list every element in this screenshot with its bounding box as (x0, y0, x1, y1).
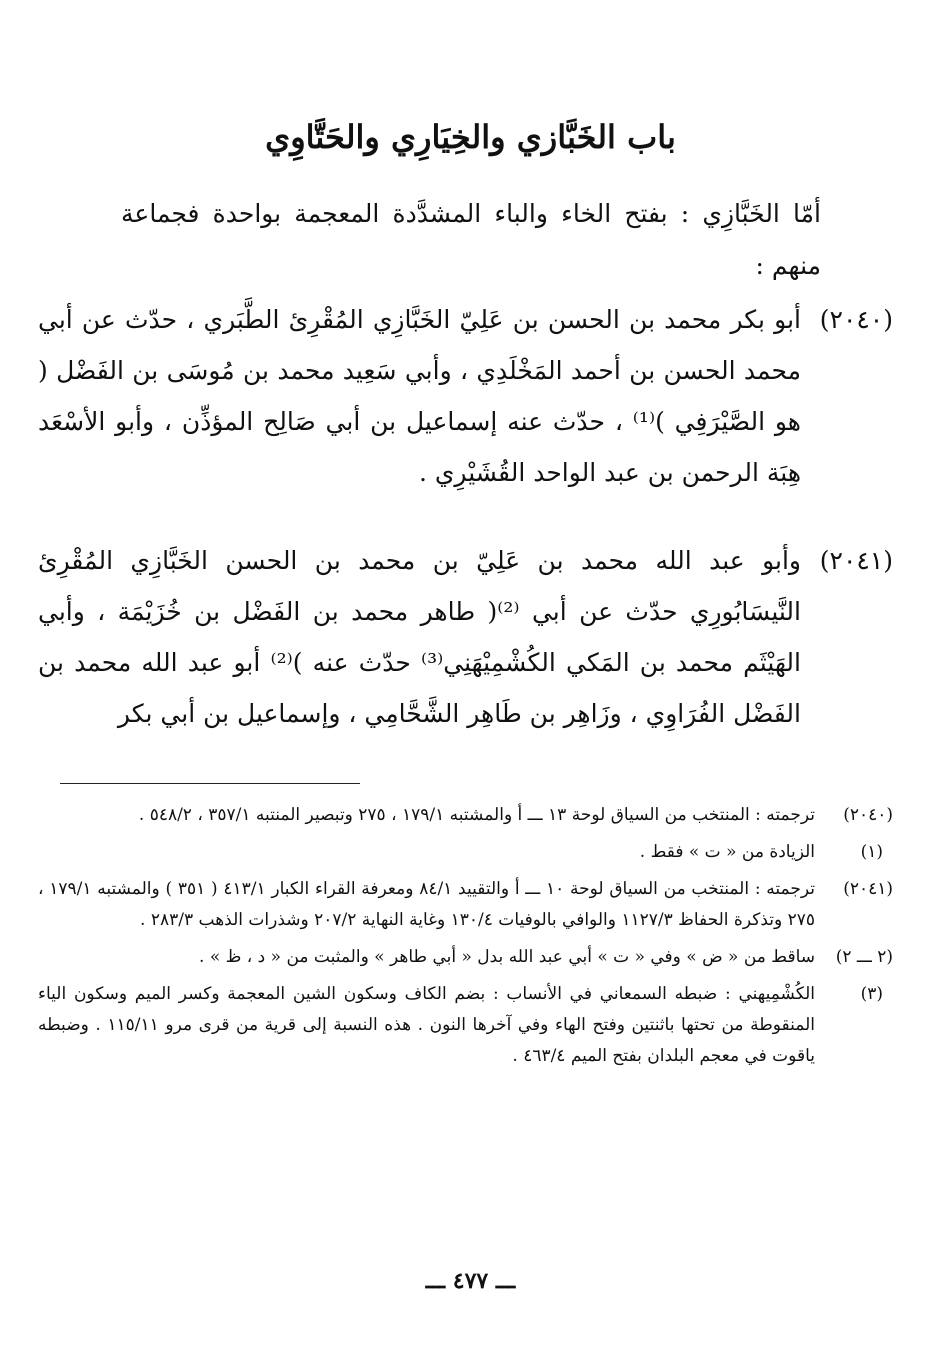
entry-number: (٢٠٤٠) (819, 305, 893, 334)
footnote (38, 942, 893, 973)
footnote-number: (١) (860, 842, 883, 862)
footnote-number: (٣) (860, 984, 883, 1004)
chapter-title: باب الخَبَّازي والخِيَارِي والحَتَّاوِي (265, 118, 676, 156)
footnote (38, 800, 893, 831)
entry-2041 (38, 535, 893, 739)
footnote-text: الكُشْمِيهني : ضبطه السمعاني في الأنساب : بضم الكاف وسكون الشين المعجمة وكسر الميم وسكون الياء المنقوطة من تحتها باثنتين وفتح الهاء وفي آخرها النون . هذه النسبة إلى قرية من قرى مرو ١١٥/١١ . وضبطه ياقوت في معجم البلدان بفتح الميم ٤٦٣/٤ . (38, 984, 815, 1066)
entry-text: أبو بكر محمد بن الحسن بن عَلِيّ الخَبَّازِي المُقْرِئ الطَّبَري ، حدّث عن أبي محمد الحسن بن أحمد المَخْلَدِي ، وأبي سَعِيد محمد بن مُوسَى بن الفَضْل ( هو الصَّيْرَفِي )⁽¹⁾ ، حدّث عنه إسماعيل بن أبي صَالِح المؤذِّن ، وأبو الأسْعَد هِبَة الرحمن بن عبد الواحد القُشَيْرِي . (38, 305, 801, 487)
entry-text: وأبو عبد الله محمد بن عَلِيّ بن محمد بن الحسن الخَبَّازِي المُقْرِئ النَّيسَابُورِي حدّث عن أبي ⁽²⁾( طاهر محمد بن الفَضْل بن خُزَيْمَة ، وأبي الهَيْثَم محمد بن المَكي الكُشْمِيْهَنِي⁽³⁾ حدّث عنه )⁽²⁾ أبو عبد الله محمد بن الفَضْل الفُرَاوِي ، وزَاهِر بن طَاهِر الشَّحَّامِي ، وإسماعيل بن أبي بكر (38, 546, 801, 728)
footnote (38, 874, 893, 936)
footnote-divider (60, 783, 360, 784)
entry-number: (٢٠٤١) (819, 546, 893, 575)
footnote-text: ترجمته : المنتخب من السياق لوحة ١٣ ـــ أ والمشتبه ١٧٩/١ ، ٢٧٥ وتبصير المنتبه ٣٥٧/١ ، ٥٤٨/٢ . (138, 805, 815, 825)
footnote-number: (٢ ـــ ٢) (835, 947, 893, 967)
footnote (38, 979, 893, 1072)
footnote-text: ترجمته : المنتخب من السياق لوحة ١٠ ـــ أ والتقييد ٨٤/١ ومعرفة القراء الكبار ٤١٣/١ ( ٣٥١ ) والمشتبه ١٧٩/١ ، ٢٧٥ وتذكرة الحفاظ ١١٢٧/٣ والوافي بالوفيات ١٣٠/٤ وغاية النهاية ٢٠٧/٢ وشذرات الذهب ٢٨٣/٣ . (38, 879, 815, 930)
entry-2040 (38, 294, 893, 498)
footnote-number: (٢٠٤١) (843, 879, 893, 899)
footnote-number: (٢٠٤٠) (843, 805, 893, 825)
page-number: ـــ ٤٧٧ ـــ (425, 1268, 516, 1294)
intro-paragraph: أمّا الخَبَّازِي : بفتح الخاء والباء المشدَّدة المعجمة بواحدة فجماعة منهم : (121, 199, 821, 280)
footnotes (38, 800, 893, 1078)
footnote-text: الزيادة من « ت » فقط . (639, 842, 815, 862)
footnote (38, 837, 893, 868)
footnote-text: ساقط من « ض » وفي « ت » أبي عبد الله بدل « أبي طاهر » والمثبت من « د ، ظ » . (199, 947, 815, 967)
